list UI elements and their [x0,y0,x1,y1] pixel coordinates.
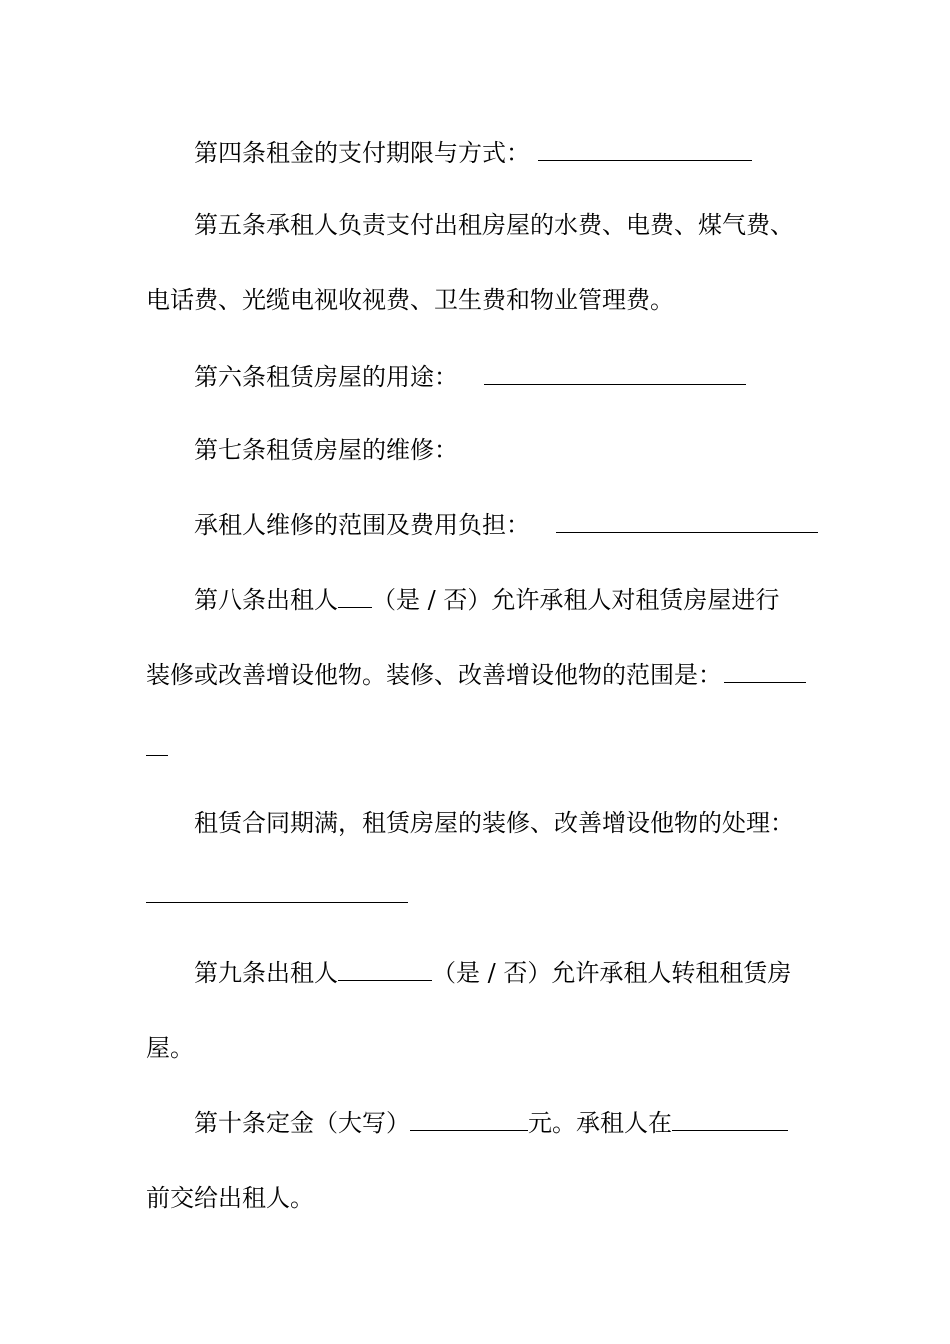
expiry-handling-blank [146,880,408,903]
payment-terms-blank [538,138,752,161]
renovation-scope-blank [724,660,806,683]
article-10-line-2: 前交给出租人。 [146,1184,314,1212]
renovation-scope-blank-continued [146,733,168,756]
article-10-line-1 [194,1108,788,1138]
article-8-yes-no-blank [338,585,372,608]
article-8-part-2: （是 / 否）允许承租人对租赁房屋进行 [372,586,780,614]
article-9-part-1: 第九条出租人 [194,959,338,987]
article-7-repair-label: 承租人维修的范围及费用负担： [194,511,530,539]
article-4-line [194,138,752,168]
deposit-date-blank [672,1108,788,1131]
article-7-repair-line [194,510,818,540]
article-9-line-1 [194,958,791,988]
house-usage-blank [484,362,746,385]
article-8-line-2-text: 装修或改善增设他物。装修、改善增设他物的范围是： [146,661,722,689]
article-10-part-2: 元。承租人在 [528,1109,672,1137]
article-8-line-3 [146,733,168,763]
article-6-line [194,362,746,392]
article-8-line-2 [146,660,806,690]
article-7-title: 第七条租赁房屋的维修： [194,436,458,464]
article-9-part-2: （是 / 否）允许承租人转租租赁房 [432,959,792,987]
article-4-label: 第四条租金的支付期限与方式： [194,139,530,167]
article-8-expiry-line: 租赁合同期满，租赁房屋的装修、改善增设他物的处理： [194,809,794,837]
article-5-line-1: 第五条承租人负责支付出租房屋的水费、电费、煤气费、 [194,211,794,239]
article-8-part-1: 第八条出租人 [194,586,338,614]
repair-scope-blank [556,510,818,533]
article-10-part-1: 第十条定金（大写） [194,1109,410,1137]
article-9-line-2: 屋。 [146,1034,194,1062]
article-9-yes-no-blank [338,958,432,981]
article-5-line-2: 电话费、光缆电视收视费、卫生费和物业管理费。 [146,286,674,314]
article-8-expiry-blank-line [146,880,408,910]
article-8-line-1 [194,585,779,615]
deposit-amount-blank [410,1108,528,1131]
article-6-label: 第六条租赁房屋的用途： [194,363,458,391]
